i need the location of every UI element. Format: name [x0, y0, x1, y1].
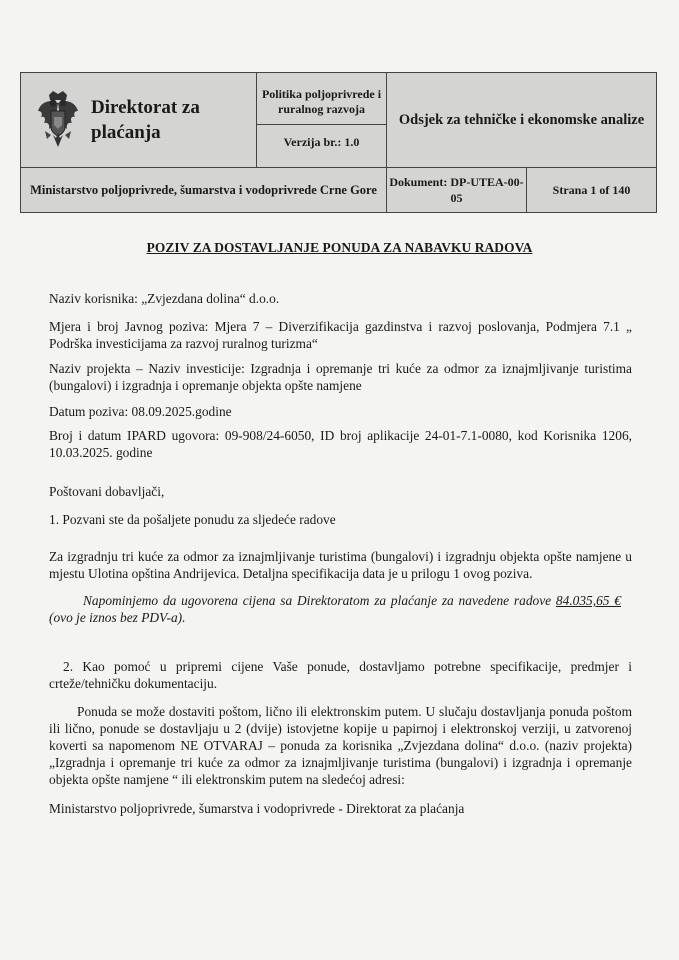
- delivery-instructions: Ponuda se može dostaviti poštom, lično ili elektronskim putem. U slučaju dostavljanja ponuda poštom ili lično, ponude se dostavljaju u 2 (dvije) istovjetne kopije u papirnoj i elektronskoj verziji, u zatvorenoj koverti sa napomenom NE OTVARAJ – ponuda za korisnika „Zvjezdana dolina“ d.o.o. (naziv projekta) „Izgradnja i opremanje tri kuće za odmor za iznajmljivanje turistima (bungalovi) i izgradnja i opremanje objekta opšte namjene “ ili elektronskim putem na sledećoj adresi:: [49, 704, 632, 787]
- page-number-cell: [527, 168, 657, 213]
- policy-name: Politika poljoprivrede i ruralnog razvoja: [257, 81, 386, 125]
- ministry-name: Ministarstvo poljoprivrede, šumarstva i vodoprivrede Crne Gore: [30, 182, 377, 197]
- department-name: Odsjek za tehničke i ekonomske analize: [398, 111, 645, 128]
- directorate-cell: [21, 73, 257, 168]
- document-code: Dokument: DP-UTEA-00-05: [389, 175, 524, 205]
- price-note-text: Napominjemo da ugovorena cijena sa Direktoratom za plaćanje za navedene radove: [83, 593, 556, 608]
- date-field: Datum poziva: 08.09.2025.godine: [49, 404, 232, 419]
- page-number: Strana 1 of 140: [552, 183, 631, 197]
- point-1: 1. Pozvani ste da pošaljete ponudu za sljedeće radove: [49, 512, 336, 527]
- greeting: Poštovani dobavljači,: [49, 484, 165, 499]
- document-code-cell: [387, 168, 527, 213]
- department-cell: [387, 73, 657, 168]
- delivery-address: Ministarstvo poljoprivrede, šumarstva i vodoprivrede - Direktorat za plaćanja: [49, 801, 465, 816]
- ministry-cell: [21, 168, 387, 213]
- works-description: Za izgradnju tri kuće za odmor za iznajmljivanje turistima (bungalovi) i izgradnju objekta opšte namjene u mjestu Ulotina opština Andrijevica. Detaljna specifikacija data je u prilogu 1 ovog poziva.: [49, 549, 632, 581]
- contract-field: Broj i datum IPARD ugovora: 09-908/24-6050, ID broj aplikacije 24-01-7.1-0080, kod Korisnika 1206, 10.03.2025. godine: [49, 428, 632, 460]
- measure-field: Mjera i broj Javnog poziva: Mjera 7 – Diverzifikacija gazdinstva i razvoj poslovanja, Podmjera 7.1 „ Podrška investicijama za razvoj ruralnog turizma“: [49, 319, 632, 351]
- price-amount: 84.035,65 €: [555, 593, 621, 608]
- directorate-title: Direktorat za plaćanja: [91, 97, 200, 143]
- price-note-suffix: (ovo je iznos bez PDV-a).: [49, 610, 186, 625]
- project-field: Naziv projekta – Naziv investicije: Izgradnja i opremanje tri kuće za odmor za iznajmljivanje turistima (bungalovi) i izgradnja i opremanje objekta opšte namjene: [49, 361, 632, 393]
- point-2: 2. Kao pomoć u pripremi cijene Vaše ponude, dostavljamo potrebne specifikacije, predmjer i crteže/tehničku dokumentaciju.: [49, 659, 632, 691]
- version-label: Verzija br.: 1.0: [283, 134, 360, 149]
- price-note: [49, 592, 621, 626]
- coat-of-arms-icon: [35, 89, 81, 151]
- beneficiary-field: Naziv korisnika: „Zvjezdana dolina“ d.o.o.: [49, 291, 280, 306]
- document-title: POZIV ZA DOSTAVLJANJE PONUDA ZA NABAVKU RADOVA: [146, 240, 533, 255]
- document-header: [20, 72, 656, 212]
- policy-cell: [257, 73, 387, 168]
